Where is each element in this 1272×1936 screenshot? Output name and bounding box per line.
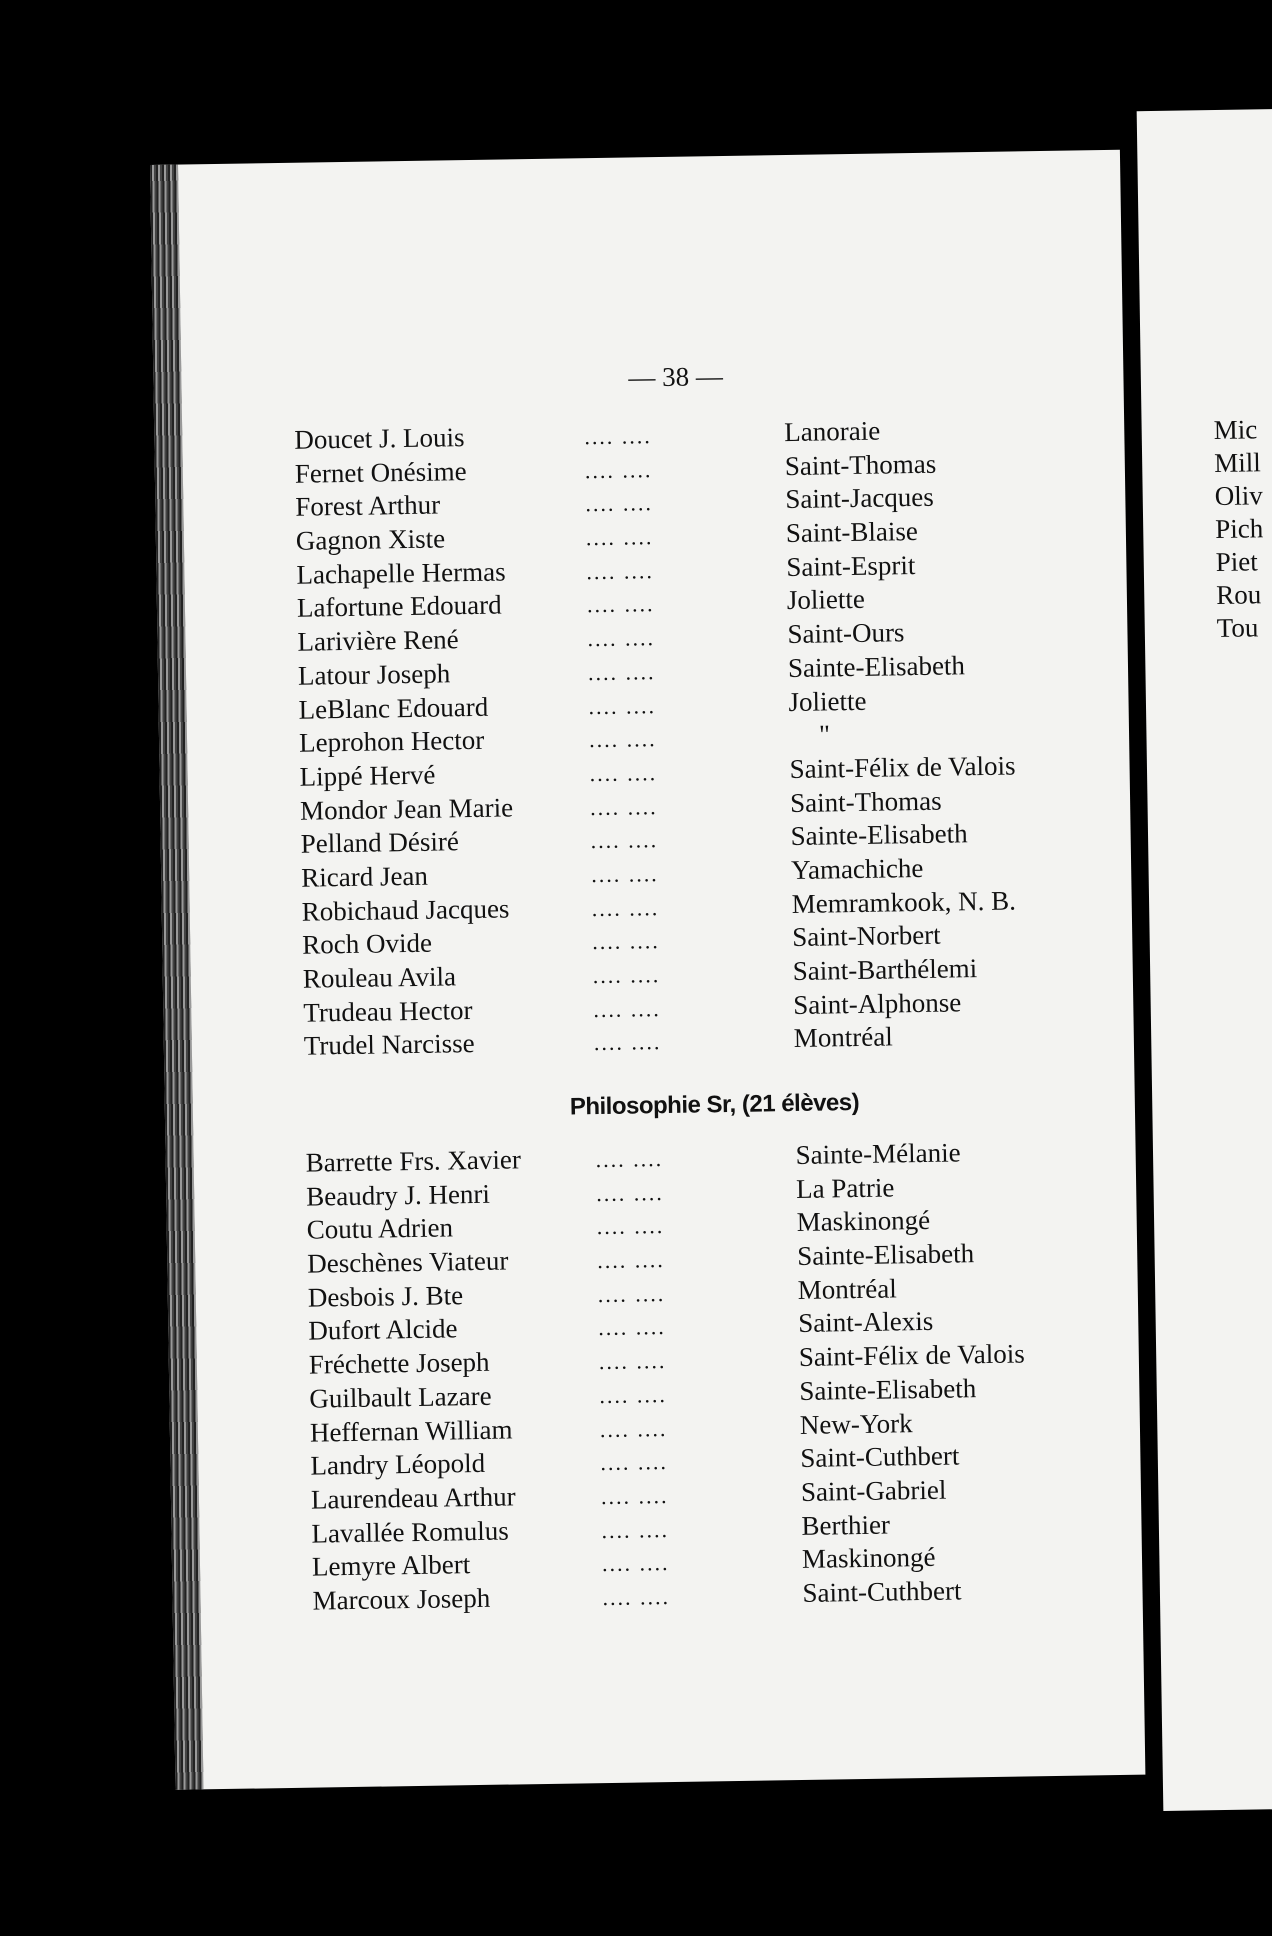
leader-dots: .... .... <box>586 591 655 618</box>
student-name: Heffernan William <box>309 1413 513 1448</box>
adjacent-page-fragments <box>1213 414 1265 646</box>
student-hometown: Berthier <box>801 1509 891 1541</box>
student-hometown: Memramkook, N. B. <box>791 885 1017 919</box>
adjacent-page-text: Mill <box>1213 447 1261 479</box>
leader-dots: .... .... <box>593 1029 662 1056</box>
student-name: Dufort Alcide <box>308 1313 458 1347</box>
leader-dots: .... .... <box>591 894 660 921</box>
student-name: Guilbault Lazare <box>309 1380 492 1414</box>
leader-dots: .... .... <box>589 793 658 820</box>
student-hometown: La Patrie <box>795 1172 895 1204</box>
student-name: Ricard Jean <box>300 860 429 893</box>
leader-dots: .... .... <box>599 1381 668 1408</box>
leader-dots: .... .... <box>596 1213 665 1240</box>
adjacent-page <box>1137 109 1272 1811</box>
student-hometown: Joliette <box>788 685 867 717</box>
student-hometown: Sainte-Elisabeth <box>799 1372 977 1406</box>
student-hometown: Saint-Cuthbert <box>802 1575 962 1608</box>
student-name: Beaudry J. Henri <box>305 1178 491 1212</box>
student-list-2 <box>305 1135 1132 1619</box>
adjacent-page-text: Pich <box>1214 513 1264 545</box>
student-name: Lafortune Edouard <box>296 589 502 624</box>
leader-dots: .... .... <box>597 1280 666 1307</box>
leader-dots: .... .... <box>587 658 656 685</box>
student-name: Lippé Hervé <box>299 759 436 792</box>
leader-dots: .... .... <box>592 962 661 989</box>
student-name: Roch Ovide <box>302 927 433 961</box>
leader-dots: .... .... <box>592 928 660 955</box>
student-name: Forest Arthur <box>295 489 441 523</box>
adjacent-page-text: Rou <box>1216 579 1262 611</box>
student-hometown: Sainte-Elisabeth <box>796 1238 975 1272</box>
book-page <box>150 150 1145 1790</box>
student-hometown: Saint-Gabriel <box>800 1474 947 1507</box>
student-hometown: Yamachiche <box>790 852 924 885</box>
student-hometown: Saint-Jacques <box>785 482 935 515</box>
student-hometown: " <box>818 719 831 750</box>
student-name: Fernet Onésime <box>294 455 467 489</box>
student-name: Doucet J. Louis <box>294 422 465 455</box>
student-name: Leprohon Hector <box>298 725 485 758</box>
student-name: Barrette Frs. Xavier <box>305 1144 522 1178</box>
student-name: Deschènes Viateur <box>307 1245 509 1279</box>
student-name: Laurendeau Arthur <box>310 1481 516 1515</box>
adjacent-page-text: Piet <box>1215 546 1258 578</box>
leader-dots: .... .... <box>597 1247 665 1274</box>
leader-dots: .... .... <box>598 1314 667 1341</box>
student-name: Pelland Désiré <box>300 826 460 859</box>
student-hometown: Saint-Thomas <box>789 785 942 818</box>
student-name: Landry Léopold <box>310 1448 486 1481</box>
page-number: — 38 — <box>628 361 724 393</box>
student-hometown: Sainte-Elisabeth <box>787 650 966 683</box>
student-name: Robichaud Jacques <box>301 893 510 927</box>
student-name: Lavallée Romulus <box>311 1515 509 1549</box>
leader-dots: .... .... <box>596 1179 664 1206</box>
student-name: Rouleau Avila <box>302 961 457 994</box>
leader-dots: .... .... <box>586 557 655 584</box>
student-hometown: Joliette <box>786 584 866 616</box>
student-name: Lachapelle Hermas <box>296 556 506 590</box>
leader-dots: .... .... <box>599 1415 668 1442</box>
student-name: Fréchette Joseph <box>308 1346 490 1380</box>
leader-dots: .... .... <box>598 1348 667 1375</box>
student-hometown: Saint-Esprit <box>786 549 916 582</box>
student-hometown: Lanoraie <box>784 415 881 448</box>
student-name: Trudeau Hector <box>303 994 473 1028</box>
student-hometown: Saint-Alphonse <box>793 987 962 1020</box>
student-hometown: Saint-Thomas <box>784 448 937 481</box>
student-hometown: Saint-Norbert <box>791 919 941 953</box>
leader-dots: .... .... <box>590 827 659 854</box>
student-hometown: Saint-Félix de Valois <box>789 750 1016 784</box>
leader-dots: .... .... <box>591 861 659 888</box>
student-hometown: Saint-Ours <box>787 617 905 650</box>
student-name: Lemyre Albert <box>311 1549 471 1582</box>
leader-dots: .... .... <box>589 759 658 787</box>
student-list-1 <box>294 412 1124 1065</box>
student-hometown: Sainte-Mélanie <box>795 1137 961 1170</box>
student-hometown: Maskinongé <box>801 1542 936 1575</box>
section-heading: Philosophie Sr, (21 élèves) <box>569 1088 860 1121</box>
leader-dots: .... .... <box>585 524 654 551</box>
student-name: Desbois J. Bte <box>307 1279 464 1313</box>
leader-dots: .... .... <box>584 423 653 450</box>
leader-dots: .... .... <box>600 1482 669 1509</box>
student-hometown: New-York <box>799 1407 913 1440</box>
student-hometown: Saint-Barthélemi <box>792 953 978 987</box>
leader-dots: .... .... <box>584 456 653 483</box>
student-name: Latour Joseph <box>297 658 451 691</box>
student-hometown: Saint-Félix de Valois <box>798 1338 1026 1373</box>
student-hometown: Montréal <box>797 1273 897 1305</box>
leader-dots: .... .... <box>595 1146 664 1173</box>
book-spine <box>150 165 204 1790</box>
student-name: Larivière René <box>297 624 459 657</box>
leader-dots: .... .... <box>593 995 662 1022</box>
adjacent-page-text: Mic <box>1213 414 1258 446</box>
student-hometown: Montréal <box>793 1021 894 1054</box>
student-name: LeBlanc Edouard <box>298 691 489 725</box>
leader-dots: .... .... <box>587 625 656 652</box>
leader-dots: .... .... <box>600 1449 669 1476</box>
student-name: Trudel Narcisse <box>303 1028 475 1062</box>
leader-dots: .... .... <box>588 726 657 753</box>
adjacent-page-text: Tou <box>1216 612 1259 644</box>
student-name: Gagnon Xiste <box>295 523 446 556</box>
leader-dots: .... .... <box>585 490 654 517</box>
leader-dots: .... .... <box>602 1583 671 1611</box>
student-hometown: Sainte-Elisabeth <box>790 818 968 852</box>
student-name: Marcoux Joseph <box>312 1582 491 1616</box>
student-hometown: Saint-Alexis <box>798 1306 934 1339</box>
student-hometown: Saint-Cuthbert <box>800 1440 960 1474</box>
student-name: Mondor Jean Marie <box>299 791 514 826</box>
leader-dots: .... .... <box>601 1550 670 1577</box>
leader-dots: .... .... <box>588 692 657 719</box>
leader-dots: .... .... <box>601 1516 670 1543</box>
student-hometown: Maskinongé <box>796 1205 931 1238</box>
student-name: Coutu Adrien <box>306 1212 454 1246</box>
adjacent-page-text: Oliv <box>1214 480 1263 512</box>
student-hometown: Saint-Blaise <box>785 516 919 549</box>
